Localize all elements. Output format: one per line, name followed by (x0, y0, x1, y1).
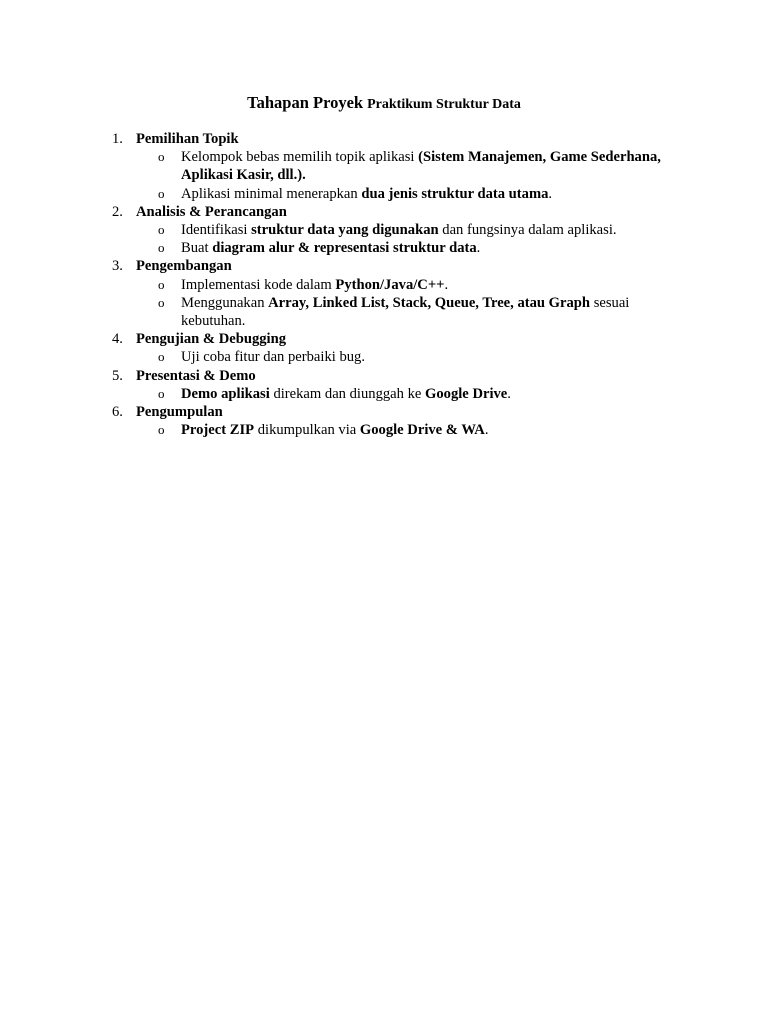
step-number: 6. (112, 404, 123, 421)
page-title (0, 93, 768, 115)
sub-list-item (136, 348, 708, 366)
bullet-icon: o (158, 149, 165, 165)
list-item-step (108, 130, 708, 203)
sub-list-item (136, 421, 708, 439)
step-title: Pengujian & Debugging (136, 331, 287, 348)
text-run: direkam dan diunggah ke (269, 385, 426, 402)
text-run: Uji coba fitur dan perbaiki bug. (181, 349, 365, 366)
list-item-step (108, 257, 708, 330)
sub-item-text (181, 148, 681, 184)
bold-text: Demo aplikasi (181, 385, 270, 402)
text-run: Buat (181, 240, 213, 257)
list-item-step (108, 403, 708, 439)
bullet-icon: o (158, 222, 165, 238)
step-title: Pengembangan (136, 258, 232, 275)
step-title: Analisis & Perancangan (136, 203, 287, 220)
text-run: . (444, 276, 449, 293)
steps-list (108, 130, 708, 439)
text-run: dan fungsinya dalam aplikasi. (438, 222, 617, 239)
sub-item-text (181, 221, 681, 239)
text-run: . (507, 385, 511, 402)
text-run: Menggunakan (181, 294, 269, 311)
sub-list-item (136, 239, 708, 257)
bullet-icon: o (158, 422, 165, 438)
step-title: Pengumpulan (136, 404, 223, 421)
title-sub: Praktikum Struktur Data (367, 97, 521, 112)
list-item-step (108, 367, 708, 403)
title-main: Tahapan Proyek (247, 93, 364, 112)
text-run: dikumpulkan via (254, 422, 360, 439)
bold-text: (Sistem Manajemen, Game Sederhana, Aplikasi Kasir, dll.). (181, 149, 661, 184)
bold-text: Google Drive (425, 385, 508, 402)
sub-item-text (181, 421, 681, 439)
step-number: 5. (112, 367, 123, 384)
bullet-icon: o (158, 276, 165, 292)
sub-list-item (136, 294, 708, 330)
text-run: Kelompok bebas memilih topik aplikasi (181, 149, 419, 166)
bold-text: Array, Linked List, Stack, Queue, Tree, atau Graph (268, 294, 591, 311)
bold-text: dua jenis struktur data utama (361, 185, 549, 202)
bold-text: struktur data yang digunakan (251, 222, 439, 239)
bullet-icon: o (158, 294, 165, 310)
sub-list-item (136, 148, 708, 184)
bold-text: Google Drive & WA (359, 422, 485, 439)
sub-item-text (181, 276, 681, 294)
bold-text: Project ZIP (181, 422, 255, 439)
text-run: . (476, 240, 481, 257)
sub-list-item (136, 385, 708, 403)
bullet-icon: o (158, 385, 165, 401)
step-number: 4. (112, 331, 123, 348)
bold-text: diagram alur & representasi struktur data (212, 240, 477, 257)
bullet-icon: o (158, 349, 165, 365)
sub-item-text (181, 239, 681, 257)
step-number: 1. (112, 131, 123, 147)
list-item-step (108, 203, 708, 258)
bold-text: Python/Java/C++ (335, 276, 445, 293)
list-item-step (108, 330, 708, 366)
sub-list-item (136, 221, 708, 239)
text-run: sesuai kebutuhan. (181, 294, 630, 330)
text-run: . (548, 185, 553, 202)
text-run: . (484, 422, 489, 439)
sub-list-item (136, 185, 708, 203)
step-number: 3. (112, 258, 123, 275)
sub-item-text (181, 294, 681, 330)
text-run: Aplikasi minimal menerapkan (181, 185, 362, 202)
step-title: Pemilihan Topik (136, 131, 239, 147)
step-number: 2. (112, 203, 123, 220)
bullet-icon: o (158, 240, 165, 256)
text-run: Identifikasi (181, 222, 252, 239)
sub-list-item (136, 276, 708, 294)
sub-item-text (181, 385, 681, 403)
step-title: Presentasi & Demo (136, 367, 256, 384)
bullet-icon: o (158, 185, 165, 201)
sub-item-text (181, 348, 681, 366)
sub-item-text (181, 185, 681, 203)
text-run: Implementasi kode dalam (181, 276, 336, 293)
